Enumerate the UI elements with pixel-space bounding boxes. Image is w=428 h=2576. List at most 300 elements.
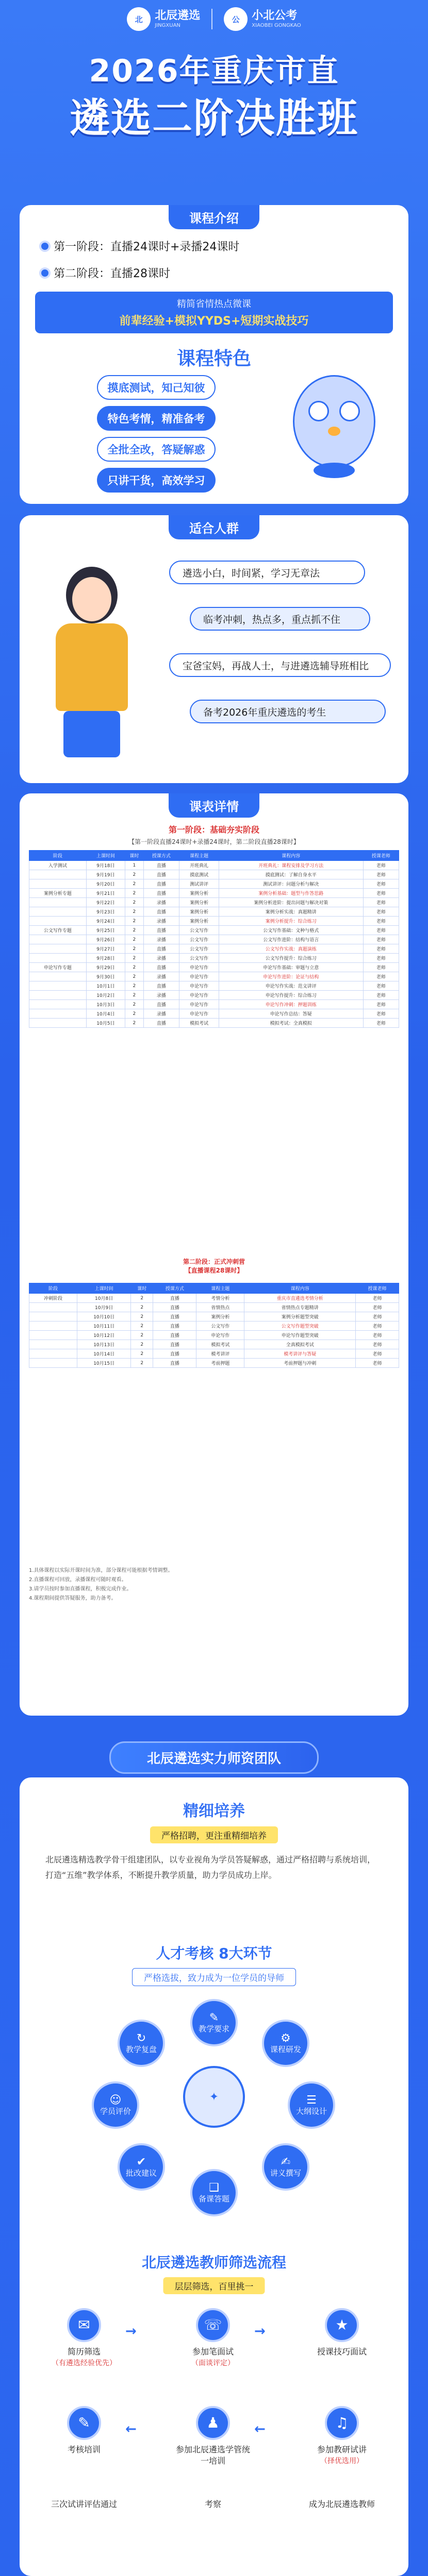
table-cell <box>29 1009 87 1019</box>
note-line: 4.课程期间提供答疑服务，助力备考。 <box>29 1596 117 1601</box>
table-cell: 老师 <box>363 954 399 963</box>
table-row <box>29 1359 399 1368</box>
table-cell: 老师 <box>355 1294 399 1303</box>
table-cell <box>29 944 87 954</box>
flow-step-sub: （有遴选经验优先） <box>52 2359 117 2367</box>
table-cell <box>29 1303 77 1312</box>
table-cell <box>29 991 87 1000</box>
table-cell: 录播 <box>143 898 179 907</box>
table-row <box>29 1321 399 1331</box>
table-cell: 2 <box>125 870 144 879</box>
table-cell: 2 <box>131 1303 153 1312</box>
stage2-row <box>41 265 170 281</box>
stage2-note <box>29 1257 399 1275</box>
feature-item-4: 只讲干货，高效学习 <box>97 468 216 493</box>
table-cell: 10月15日 <box>77 1359 131 1368</box>
suitable-item-3: 宝爸宝妈，再战人士，与进遴选辅导班相比 <box>169 653 391 677</box>
table-row <box>29 963 399 972</box>
table-cell <box>29 1312 77 1321</box>
table-cell: 10月14日 <box>77 1349 131 1359</box>
team-paragraph: 北辰遴选精选教学骨干组建团队，以专业视角为学员答疑解惑，通过严格招聘与系统培训，打造“五维”教学体系，不断提升教学质量，助力学员成功上岸。 <box>45 1855 376 1880</box>
wheel-node-3 <box>288 2081 335 2129</box>
table-cell: 老师 <box>363 981 399 991</box>
table-cell: 直播 <box>153 1321 196 1331</box>
table-cell: 直播 <box>143 926 179 935</box>
wheel-node-label: 教学要求 <box>198 2024 229 2033</box>
table-cell: 申论写作专题 <box>29 963 87 972</box>
table-cell: 2 <box>125 944 144 954</box>
table-cell <box>29 935 87 944</box>
table-cell: 2 <box>125 889 144 898</box>
wheel-node-label: 学员评价 <box>100 2107 131 2116</box>
stage2-note-line2: 【直播课程28课时】 <box>185 1267 243 1274</box>
course-intro-card <box>20 205 408 504</box>
schedule-card <box>20 793 408 1716</box>
table-cell: 案例分析 <box>179 889 219 898</box>
table-cell: 9月24日 <box>86 917 125 926</box>
team-banner <box>0 1741 428 1774</box>
table-cell: 老师 <box>363 926 399 935</box>
arrow-left-icon: ← <box>125 2421 137 2437</box>
table-row <box>29 1349 399 1359</box>
wheel-node-label: 讲义撰写 <box>270 2168 301 2178</box>
logo-xiaobei-sub: XIAOBEI GONGKAO <box>252 22 301 28</box>
table-cell: 案例分析实战：真题精讲 <box>219 907 363 917</box>
wheel-node-5 <box>190 2169 238 2216</box>
table-cell: 申论写作 <box>179 1000 219 1009</box>
logo-beichen <box>127 7 200 31</box>
teach-banner <box>35 292 393 333</box>
wheel-node-7 <box>92 2081 139 2129</box>
table-cell: 测试讲评：问题分析与解决 <box>219 879 363 889</box>
col-header: 授课方式 <box>153 1283 196 1294</box>
table-cell <box>29 972 87 981</box>
wheel-title: 人才考核 8大环节 <box>156 1945 272 1962</box>
table-cell: 模考讲评与答疑 <box>244 1349 356 1359</box>
table-cell: 申论写作 <box>179 972 219 981</box>
col-header: 上课时间 <box>86 851 125 861</box>
table-cell: 老师 <box>363 898 399 907</box>
wheel-node-4 <box>262 2143 309 2191</box>
hero <box>0 0 428 206</box>
table-cell <box>29 1349 77 1359</box>
xiaobei-logo-icon: 公 <box>224 7 248 31</box>
stage1-row <box>41 238 239 254</box>
table-cell: 公文写作专题 <box>29 926 87 935</box>
table-row <box>29 870 399 879</box>
table-cell: 公文写作 <box>179 926 219 935</box>
table-cell: 申论写作实战：范文讲评 <box>219 981 363 991</box>
col-header: 授课老师 <box>363 851 399 861</box>
table-cell: 2 <box>131 1359 153 1368</box>
bullet-icon <box>41 243 48 250</box>
group-icon: ♟ <box>196 2406 230 2440</box>
table-cell: 省情热点 <box>196 1303 244 1312</box>
table-cell: 老师 <box>355 1359 399 1368</box>
col-header: 上课时间 <box>77 1283 131 1294</box>
table-cell: 老师 <box>363 917 399 926</box>
table-cell: 直播 <box>153 1312 196 1321</box>
table-cell <box>29 1321 77 1331</box>
table-cell: 2 <box>131 1312 153 1321</box>
beichen-logo-icon: 北 <box>127 7 151 31</box>
hero-title-line2: 遴选二阶决胜班 <box>69 95 358 142</box>
table-cell: 申论写作冲刺：押题训练 <box>219 1000 363 1009</box>
table-cell: 9月23日 <box>86 907 125 917</box>
flow-step-label: 考核培训 <box>67 2445 101 2454</box>
table-cell: 直播 <box>143 1000 179 1009</box>
schedule-table-1 <box>29 850 399 1028</box>
wheel-center-mascot-icon: ✦ <box>183 2066 245 2128</box>
bullet-icon <box>41 269 48 277</box>
table-cell: 10月3日 <box>86 1000 125 1009</box>
table-cell: 考前押题 <box>196 1359 244 1368</box>
table-cell <box>29 1331 77 1340</box>
wheel-node-label: 批改建议 <box>125 2168 157 2178</box>
table-cell: 直播 <box>143 1019 179 1028</box>
flow-step-3 <box>303 2308 381 2358</box>
table-cell: 2 <box>125 935 144 944</box>
wheel-node-label: 课程研发 <box>270 2045 301 2054</box>
table-row <box>29 898 399 907</box>
table-cell: 测试讲评 <box>179 879 219 889</box>
table-cell: 2 <box>125 879 144 889</box>
wheel-node-label: 备课答题 <box>198 2194 229 2204</box>
table-cell: 10月4日 <box>86 1009 125 1019</box>
table-cell: 10月12日 <box>77 1331 131 1340</box>
table-row <box>29 1312 399 1321</box>
flow-step-label: 三次试讲评估通过 <box>51 2499 117 2509</box>
team-tag: 严格招聘，更注重精细培养 <box>150 1826 278 1843</box>
table-cell: 开班典礼 <box>179 861 219 870</box>
table-cell: 10月8日 <box>77 1294 131 1303</box>
flow-tag: 层层筛选，百里挑一 <box>163 2277 265 2294</box>
flow-step-sub: （择优选用） <box>320 2457 364 2465</box>
table-cell <box>29 898 87 907</box>
table-row <box>29 954 399 963</box>
table-cell: 公文写作 <box>179 944 219 954</box>
table-cell: 直播 <box>143 870 179 879</box>
interview-icon: ☏ <box>196 2308 230 2342</box>
table-cell: 10月2日 <box>86 991 125 1000</box>
table-cell: 录播 <box>143 917 179 926</box>
table-cell: 2 <box>131 1321 153 1331</box>
table-cell: 9月27日 <box>86 944 125 954</box>
table-cell <box>29 981 87 991</box>
table-cell: 公文写作进阶：结构与语言 <box>219 935 363 944</box>
table-cell: 老师 <box>363 991 399 1000</box>
wheel-node-label: 大纲设计 <box>295 2107 327 2116</box>
table-cell: 直播 <box>143 861 179 870</box>
table-cell: 直播 <box>143 963 179 972</box>
table-cell: 直播 <box>143 981 179 991</box>
handout-icon: ✍ <box>281 2156 291 2168</box>
table-row <box>29 917 399 926</box>
table-cell: 老师 <box>355 1303 399 1312</box>
table-cell: 老师 <box>363 1019 399 1028</box>
flow-step-2 <box>174 2308 252 2369</box>
logo-xiaobei-name: 小北公考 <box>252 9 298 23</box>
table-cell: 直播 <box>143 907 179 917</box>
table-cell: 10月5日 <box>86 1019 125 1028</box>
schedule-header-row <box>29 851 399 861</box>
table-cell: 老师 <box>363 889 399 898</box>
col-header: 课程主题 <box>179 851 219 861</box>
table-cell <box>29 1019 87 1028</box>
mascot-owl-icon <box>277 365 391 488</box>
table-cell: 老师 <box>363 944 399 954</box>
table-cell <box>29 1340 77 1349</box>
col-header: 授课老师 <box>355 1283 399 1294</box>
suitable-item-4: 备考2026年重庆遴选的考生 <box>190 700 386 723</box>
table-cell: 申论写作总结：答疑 <box>219 1009 363 1019</box>
table-cell: 10月11日 <box>77 1321 131 1331</box>
flow-step-label: 考察 <box>204 2499 221 2509</box>
table-cell: 2 <box>125 972 144 981</box>
flow-step-label: 授课技巧面试 <box>317 2347 367 2357</box>
table-cell: 案例分析基础：题型与作答思路 <box>219 889 363 898</box>
logo-beichen-sub: JINGXUAN <box>155 22 180 28</box>
prep-icon: ❑ <box>209 2181 219 2194</box>
table-cell: 直播 <box>153 1359 196 1368</box>
feature-title: 课程特色 <box>176 348 251 369</box>
flow-step-label: 参加笔面试 <box>192 2347 234 2357</box>
table-cell: 公文写作基础：文种与格式 <box>219 926 363 935</box>
table-cell: 考情分析 <box>196 1294 244 1303</box>
col-header: 课程内容 <box>244 1283 356 1294</box>
schedule-subtitle <box>20 823 408 846</box>
table-cell <box>29 879 87 889</box>
table-cell: 老师 <box>363 861 399 870</box>
table-cell: 案例分析 <box>179 907 219 917</box>
schedule-notes <box>29 1566 399 1603</box>
table-cell: 老师 <box>363 879 399 889</box>
logo-beichen-name: 北辰遴选 <box>155 9 201 23</box>
schedule-table-2 <box>29 1283 399 1368</box>
table-cell: 9月30日 <box>86 972 125 981</box>
table-cell: 开班典礼：课程安排及学习方法 <box>219 861 363 870</box>
table-row <box>29 935 399 944</box>
table-cell: 案例分析专题 <box>29 889 87 898</box>
table-cell: 申论写作提升：综合练习 <box>219 991 363 1000</box>
table-cell: 2 <box>125 926 144 935</box>
table-cell: 省情热点专题精讲 <box>244 1303 356 1312</box>
schedule-body-1 <box>29 861 399 1028</box>
team-heading: 精细培养 <box>183 1802 245 1820</box>
table-cell: 10月9日 <box>77 1303 131 1312</box>
table-cell: 2 <box>125 1019 144 1028</box>
suitable-title: 适合人群 <box>169 515 259 539</box>
table-cell: 10月13日 <box>77 1340 131 1349</box>
feature-item-2: 全批全改，答疑解惑 <box>97 437 216 462</box>
table-cell: 录播 <box>143 1009 179 1019</box>
table-cell: 案例分析提升：综合练习 <box>219 917 363 926</box>
table-cell: 案例分析 <box>196 1312 244 1321</box>
table-cell: 老师 <box>355 1340 399 1349</box>
table-cell: 案例分析进阶：提出问题与解决对策 <box>219 898 363 907</box>
table-cell <box>29 907 87 917</box>
logo-bar <box>0 7 428 31</box>
flow-step-sub: （面谈评定） <box>191 2359 235 2367</box>
table-row <box>29 1340 399 1349</box>
table-row <box>29 1303 399 1312</box>
table-row <box>29 1019 399 1028</box>
table-cell: 案例分析 <box>179 917 219 926</box>
feature-item-3: 特色考情，精准备考 <box>97 406 216 431</box>
table-cell: 老师 <box>363 935 399 944</box>
teach-banner-line2: 前辈经验+模拟YYDS+短期实战技巧 <box>119 315 309 328</box>
table-cell: 公文写作 <box>179 935 219 944</box>
table-cell: 直播 <box>143 889 179 898</box>
flow-step-7 <box>45 2499 123 2510</box>
course-intro-title: 课程介绍 <box>169 205 259 229</box>
note-line: 2.直播课程可回放，录播课程可随时观看。 <box>29 1577 127 1583</box>
table-row <box>29 991 399 1000</box>
table-cell: 申论写作进阶：论证与结构 <box>219 972 363 981</box>
hero-title-block <box>0 49 428 144</box>
table-cell: 2 <box>125 1009 144 1019</box>
replay-icon: ↻ <box>136 2032 146 2045</box>
flow-step-label: 简历筛选 <box>67 2347 101 2357</box>
col-header: 阶段 <box>29 851 87 861</box>
table-cell: 公文写作实战：真题演练 <box>219 944 363 954</box>
table-cell: 10月1日 <box>86 981 125 991</box>
team-banner-text: 北辰遴选实力师资团队 <box>109 1741 319 1774</box>
arrow-right-icon: → <box>125 2324 137 2339</box>
suitable-item-1: 遴选小白，时间紧，学习无章法 <box>169 561 365 584</box>
schedule-body-2 <box>29 1294 399 1368</box>
table-cell: 老师 <box>363 972 399 981</box>
table-cell: 10月10日 <box>77 1312 131 1321</box>
flow-step-6 <box>303 2406 381 2467</box>
wheel-node-6 <box>118 2143 165 2191</box>
table-cell: 申论写作题型突破 <box>244 1331 356 1340</box>
wheel-node-8 <box>118 2020 165 2067</box>
table-cell: 2 <box>131 1294 153 1303</box>
outline-icon: ☰ <box>306 2094 317 2107</box>
woman-illustration-icon <box>40 556 143 762</box>
flow-step-label: 参加教研试讲 <box>317 2445 367 2454</box>
arrow-left-icon: ← <box>254 2421 266 2437</box>
flow-step-4 <box>45 2406 123 2455</box>
flow-step-label: 成为北辰遴选教师 <box>308 2499 375 2509</box>
table-row <box>29 889 399 898</box>
note-line: 1.具体课程以实际开课时间为准，部分课程可能根据考情调整。 <box>29 1568 173 1573</box>
table-cell: 老师 <box>363 907 399 917</box>
table-cell: 直播 <box>153 1349 196 1359</box>
table-row <box>29 861 399 870</box>
table-cell: 2 <box>131 1331 153 1340</box>
table-cell: 案例分析题型突破 <box>244 1312 356 1321</box>
table-cell: 直播 <box>143 879 179 889</box>
suitable-card <box>20 515 408 783</box>
table-cell: 直播 <box>153 1294 196 1303</box>
table-cell: 重庆市直遴选考情分析 <box>244 1294 356 1303</box>
schedule-header-row <box>29 1283 399 1294</box>
table-cell: 申论写作 <box>179 981 219 991</box>
logo-divider <box>211 9 212 29</box>
flow-step-label: 参加北辰遴选学管统一培训 <box>175 2445 250 2466</box>
table-cell: 入学测试 <box>29 861 87 870</box>
table-cell: 9月26日 <box>86 935 125 944</box>
suitable-item-2: 临考冲刺，热点多，重点抓不住 <box>190 607 370 631</box>
table-cell: 全真模拟考试 <box>244 1340 356 1349</box>
table-cell: 老师 <box>363 1009 399 1019</box>
table-cell: 公文写作 <box>179 954 219 963</box>
stage2-text: 第二阶段：直播28课时 <box>54 267 170 280</box>
table-cell: 2 <box>125 963 144 972</box>
table-cell: 2 <box>125 981 144 991</box>
training-icon: ✎ <box>67 2406 101 2440</box>
table-cell: 2 <box>125 1000 144 1009</box>
table-cell: 老师 <box>355 1312 399 1321</box>
research-icon: ⚙ <box>281 2032 291 2045</box>
table-row <box>29 1331 399 1340</box>
table-row <box>29 907 399 917</box>
hero-title-line1: 2026年重庆市直 <box>89 53 339 89</box>
table-cell: 摸底测试 <box>179 870 219 879</box>
table-cell: 摸底测试：了解自身水平 <box>219 870 363 879</box>
table-cell: 申论写作 <box>179 963 219 972</box>
skill-icon: ★ <box>325 2308 359 2342</box>
col-header: 课时 <box>125 851 144 861</box>
table-cell: 申论写作 <box>179 1009 219 1019</box>
flow-step-1 <box>45 2308 123 2369</box>
lecture-icon: ♫ <box>325 2406 359 2440</box>
wheel-node-1 <box>190 1999 238 2046</box>
table-cell: 2 <box>131 1349 153 1359</box>
flow-step-8 <box>174 2499 252 2510</box>
table-cell: 9月22日 <box>86 898 125 907</box>
table-cell: 2 <box>125 907 144 917</box>
table-cell: 老师 <box>363 870 399 879</box>
table-cell: 9月28日 <box>86 954 125 963</box>
col-header: 课程主题 <box>196 1283 244 1294</box>
table-cell: 直播 <box>143 944 179 954</box>
feedback-icon: ☺ <box>109 2094 122 2107</box>
table-row <box>29 1000 399 1009</box>
table-cell: 录播 <box>143 935 179 944</box>
table-cell: 冲刺阶段 <box>29 1294 77 1303</box>
table-cell: 2 <box>125 917 144 926</box>
team-card <box>20 1777 408 2576</box>
table-cell: 老师 <box>363 963 399 972</box>
resume-icon: ✉ <box>67 2308 101 2342</box>
table-cell: 案例分析 <box>179 898 219 907</box>
table-row <box>29 1009 399 1019</box>
table-cell: 模拟考试 <box>179 1019 219 1028</box>
table-cell: 9月19日 <box>86 870 125 879</box>
schedule-title: 课表详情 <box>169 793 259 818</box>
table-cell: 老师 <box>355 1331 399 1340</box>
note-line: 3.请学员按时参加直播课程，积极完成作业。 <box>29 1586 132 1592</box>
teach-banner-line1: 精简省情热点微课 <box>177 299 251 310</box>
table-cell: 直播 <box>153 1331 196 1340</box>
table-cell <box>29 1359 77 1368</box>
table-cell: 9月18日 <box>86 861 125 870</box>
wheel-node-label: 教学复盘 <box>125 2045 157 2054</box>
table-cell: 考前押题与冲刺 <box>244 1359 356 1368</box>
wheel-subtitle: 严格选拔，致力成为一位学员的导师 <box>132 1968 296 1986</box>
schedule-sub1: 第一阶段：基础夯实阶段 <box>168 825 259 835</box>
table-cell: 9月20日 <box>86 879 125 889</box>
table-row <box>29 926 399 935</box>
table-row <box>29 972 399 981</box>
table-row <box>29 879 399 889</box>
flow-step-9 <box>303 2499 381 2510</box>
table-cell: 公文写作题型突破 <box>244 1321 356 1331</box>
table-cell: 录播 <box>143 954 179 963</box>
